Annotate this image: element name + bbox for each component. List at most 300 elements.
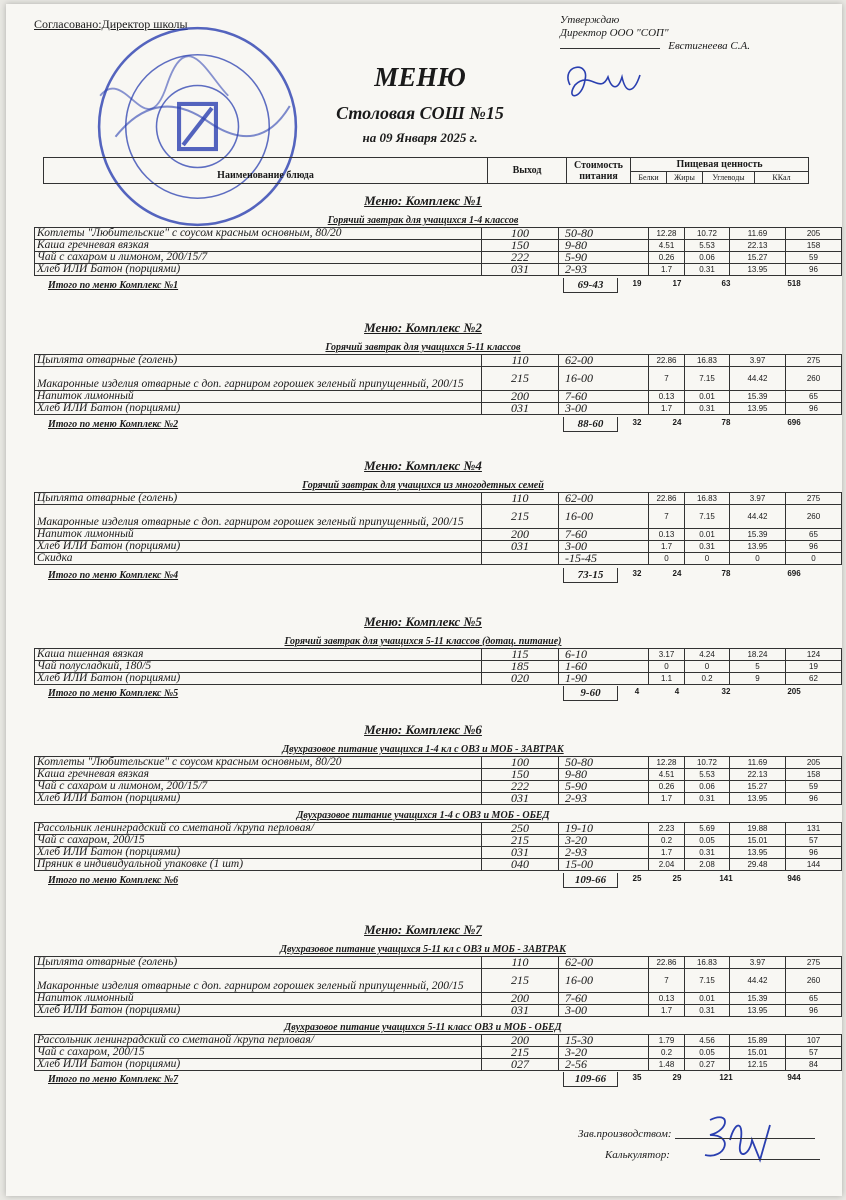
dish-carbs: 13.95 [730, 264, 786, 276]
dish-kcal: 158 [786, 769, 842, 781]
dish-output: 040 [482, 859, 559, 871]
dish-row [35, 252, 842, 264]
dish-protein: 1.1 [649, 673, 685, 685]
menu-title: Меню: Комплекс №7 [364, 922, 482, 937]
dish-kcal: 96 [786, 847, 842, 859]
dish-output: 031 [482, 793, 559, 805]
dish-protein: 1.7 [649, 793, 685, 805]
dish-carbs: 19.88 [730, 823, 786, 835]
dish-carbs: 15.01 [730, 1047, 786, 1059]
dish-protein: 4.51 [649, 769, 685, 781]
dish-output: 200 [482, 1035, 559, 1047]
dish-kcal: 96 [786, 793, 842, 805]
dish-carbs: 11.69 [730, 228, 786, 240]
dish-protein: 1.7 [649, 264, 685, 276]
dish-row [35, 403, 842, 415]
dish-output: 031 [482, 403, 559, 415]
dish-carbs: 15.27 [730, 252, 786, 264]
dish-output: 150 [482, 769, 559, 781]
dish-name: Хлеб ИЛИ Батон (порциями) [35, 264, 482, 276]
dish-kcal: 65 [786, 529, 842, 541]
dish-output: 020 [482, 673, 559, 685]
dish-table [34, 354, 842, 415]
total-k: 944 [787, 1073, 801, 1082]
menu-total-price: 73-15 [563, 568, 618, 583]
dish-name: Пряник в индивидуальной упаковке (1 шт) [35, 859, 482, 871]
dish-table [34, 492, 842, 565]
dish-price: 2-93 [559, 847, 649, 859]
dish-name: Чай с сахаром и лимоном, 200/15/7 [35, 252, 482, 264]
menu-total-label: Итого по меню Комплекс №2 [48, 419, 179, 430]
dish-kcal: 96 [786, 1005, 842, 1017]
dish-carbs: 18.24 [730, 649, 786, 661]
total-f: 17 [672, 279, 682, 288]
total-p: 4 [634, 687, 640, 696]
header-carbs: Углеводы [703, 172, 755, 184]
dish-output: 200 [482, 993, 559, 1005]
dish-protein: 12.28 [649, 228, 685, 240]
dish-row [35, 835, 842, 847]
dish-price: 9-80 [559, 240, 649, 252]
dish-kcal: 84 [786, 1059, 842, 1071]
dish-price: 1-90 [559, 673, 649, 685]
dish-output: 031 [482, 1005, 559, 1017]
total-c: 63 [721, 279, 731, 288]
dish-price: 62-00 [559, 493, 649, 505]
dish-row [35, 993, 842, 1005]
dish-output: 215 [482, 505, 559, 529]
menu-title: Меню: Комплекс №4 [364, 458, 482, 473]
dish-fat: 0.31 [685, 541, 730, 553]
section-subtitle: Двухразовое питание учащихся 1-4 с ОВЗ и МОБ - ОБЕД [296, 810, 550, 821]
dish-price: 2-93 [559, 264, 649, 276]
dish-carbs: 13.95 [730, 403, 786, 415]
dish-protein: 1.7 [649, 403, 685, 415]
total-c: 141 [719, 874, 733, 883]
dish-price: 3-20 [559, 835, 649, 847]
dish-carbs: 15.01 [730, 835, 786, 847]
dish-name: Чай с сахаром, 200/15 [35, 835, 482, 847]
dish-row [35, 757, 842, 769]
dish-price: -15-45 [559, 553, 649, 565]
dish-fat: 5.53 [685, 769, 730, 781]
dish-carbs: 15.39 [730, 529, 786, 541]
dish-row [35, 1035, 842, 1047]
dish-output: 222 [482, 252, 559, 264]
dish-price: 19-10 [559, 823, 649, 835]
dish-kcal: 96 [786, 403, 842, 415]
header-nutrition: Пищевая ценность [631, 158, 809, 172]
dish-row [35, 391, 842, 403]
dish-name: Хлеб ИЛИ Батон (порциями) [35, 793, 482, 805]
approval-block [560, 14, 750, 53]
dish-protein: 0.26 [649, 252, 685, 264]
dish-price: 3-00 [559, 1005, 649, 1017]
dish-fat: 0.01 [685, 529, 730, 541]
dish-kcal: 65 [786, 993, 842, 1005]
dish-fat: 5.69 [685, 823, 730, 835]
dish-price: 3-20 [559, 1047, 649, 1059]
dish-kcal: 124 [786, 649, 842, 661]
dish-price: 9-80 [559, 769, 649, 781]
dish-output: 110 [482, 493, 559, 505]
total-k: 518 [787, 279, 801, 288]
total-k: 696 [787, 418, 801, 427]
dish-kcal: 260 [786, 505, 842, 529]
dish-name: Напиток лимонный [35, 529, 482, 541]
dish-row [35, 505, 842, 529]
dish-fat: 0.31 [685, 847, 730, 859]
dish-carbs: 22.13 [730, 240, 786, 252]
dish-row [35, 969, 842, 993]
menu-total-price: 88-60 [563, 417, 618, 432]
section-subtitle: Двухразовое питание учащихся 5-11 кл с ОВЗ и МОБ - ЗАВТРАК [280, 944, 566, 955]
dish-carbs: 3.97 [730, 957, 786, 969]
dish-kcal: 0 [786, 553, 842, 565]
menu-title: Меню: Комплекс №1 [364, 193, 482, 208]
dish-carbs: 15.39 [730, 993, 786, 1005]
dish-output: 115 [482, 649, 559, 661]
menu-date: на 09 Января 2025 г. [362, 130, 478, 145]
total-f: 4 [674, 687, 680, 696]
dish-fat: 0.2 [685, 673, 730, 685]
dish-output: 031 [482, 264, 559, 276]
dish-name: Цыплята отварные (голень) [35, 355, 482, 367]
total-f: 29 [672, 1073, 682, 1082]
section-subtitle: Горячий завтрак для учащихся 5-11 классов [325, 342, 521, 353]
dish-fat: 0.27 [685, 1059, 730, 1071]
menu-title: Меню: Комплекс №2 [364, 320, 482, 335]
dish-output: 215 [482, 835, 559, 847]
dish-kcal: 107 [786, 1035, 842, 1047]
dish-protein: 2.04 [649, 859, 685, 871]
dish-fat: 7.15 [685, 367, 730, 391]
dish-row [35, 264, 842, 276]
total-p: 35 [632, 1073, 642, 1082]
dish-protein: 0.13 [649, 993, 685, 1005]
dish-protein: 22.86 [649, 355, 685, 367]
dish-output: 110 [482, 355, 559, 367]
dish-kcal: 19 [786, 661, 842, 673]
dish-table [34, 1034, 842, 1071]
dish-output: 250 [482, 823, 559, 835]
total-p: 32 [632, 569, 642, 578]
producer-signature-line [675, 1138, 815, 1139]
dish-fat: 0.01 [685, 993, 730, 1005]
dish-output: 215 [482, 367, 559, 391]
dish-price: 16-00 [559, 505, 649, 529]
dish-fat: 7.15 [685, 505, 730, 529]
dish-table [34, 227, 842, 276]
dish-kcal: 205 [786, 757, 842, 769]
dish-table [34, 956, 842, 1017]
section-subtitle: Двухразовое питание учащихся 1-4 кл с ОВЗ и МОБ - ЗАВТРАК [282, 744, 564, 755]
menu-total-label: Итого по меню Комплекс №4 [48, 570, 179, 581]
dish-name: Хлеб ИЛИ Батон (порциями) [35, 1059, 482, 1071]
dish-price: 2-56 [559, 1059, 649, 1071]
dish-kcal: 59 [786, 781, 842, 793]
dish-fat: 0 [685, 661, 730, 673]
dish-row [35, 1059, 842, 1071]
dish-fat: 5.53 [685, 240, 730, 252]
dish-protein: 22.86 [649, 493, 685, 505]
dish-fat: 0.31 [685, 793, 730, 805]
header-output: Выход [488, 158, 567, 184]
section-subtitle: Горячий завтрак для учащихся 1-4 классов [327, 215, 519, 226]
menu-total-price: 109-66 [563, 873, 618, 888]
dish-kcal: 205 [786, 228, 842, 240]
dish-fat: 0.31 [685, 403, 730, 415]
total-f: 24 [672, 418, 682, 427]
dish-price: 62-00 [559, 957, 649, 969]
dish-output: 200 [482, 529, 559, 541]
dish-output: 215 [482, 1047, 559, 1059]
dish-output: 222 [482, 781, 559, 793]
dish-output: 200 [482, 391, 559, 403]
dish-protein: 3.17 [649, 649, 685, 661]
dish-fat: 10.72 [685, 228, 730, 240]
dish-row [35, 1047, 842, 1059]
dish-row [35, 529, 842, 541]
dish-table [34, 756, 842, 805]
dish-name: Каша гречневая вязкая [35, 240, 482, 252]
dish-name: Цыплята отварные (голень) [35, 957, 482, 969]
dish-price: 1-60 [559, 661, 649, 673]
menu-total-label: Итого по меню Комплекс №6 [48, 875, 179, 886]
director-signature [560, 55, 650, 110]
dish-kcal: 260 [786, 969, 842, 993]
dish-kcal: 131 [786, 823, 842, 835]
dish-fat: 2.08 [685, 859, 730, 871]
dish-carbs: 13.95 [730, 1005, 786, 1017]
dish-name: Макаронные изделия отварные с доп. гарниром горошек зеленый припущенный, 200/15 [35, 969, 482, 993]
dish-fat: 0.06 [685, 781, 730, 793]
dish-name: Котлеты "Любительские" с соусом красным основным, 80/20 [35, 228, 482, 240]
dish-price: 5-90 [559, 781, 649, 793]
dish-carbs: 15.89 [730, 1035, 786, 1047]
dish-price: 7-60 [559, 993, 649, 1005]
menu-title: Меню: Комплекс №6 [364, 722, 482, 737]
dish-name: Хлеб ИЛИ Батон (порциями) [35, 541, 482, 553]
dish-price: 16-00 [559, 367, 649, 391]
dish-output: 031 [482, 541, 559, 553]
dish-row [35, 355, 842, 367]
dish-price: 7-60 [559, 529, 649, 541]
dish-carbs: 5 [730, 661, 786, 673]
dish-output: 027 [482, 1059, 559, 1071]
header-name: Наименование блюда [44, 158, 488, 184]
dish-carbs: 13.95 [730, 541, 786, 553]
dish-fat: 0.01 [685, 391, 730, 403]
dish-carbs: 13.95 [730, 847, 786, 859]
section-subtitle: Горячий завтрак для учащихся из многодетных семей [302, 480, 544, 491]
dish-kcal: 96 [786, 264, 842, 276]
dish-name: Хлеб ИЛИ Батон (порциями) [35, 403, 482, 415]
dish-name: Цыплята отварные (голень) [35, 493, 482, 505]
dish-fat: 16.83 [685, 355, 730, 367]
total-c: 78 [721, 569, 731, 578]
dish-carbs: 44.42 [730, 969, 786, 993]
total-p: 25 [632, 874, 642, 883]
dish-price: 16-00 [559, 969, 649, 993]
total-f: 24 [672, 569, 682, 578]
dish-carbs: 13.95 [730, 793, 786, 805]
total-p: 19 [632, 279, 642, 288]
total-c: 78 [721, 418, 731, 427]
total-f: 25 [672, 874, 682, 883]
producer-label: Зав.производством: [578, 1128, 672, 1140]
dish-carbs: 44.42 [730, 505, 786, 529]
header-fat: Жиры [667, 172, 703, 184]
total-k: 946 [787, 874, 801, 883]
dish-protein: 1.79 [649, 1035, 685, 1047]
dish-kcal: 158 [786, 240, 842, 252]
dish-name: Скидка [35, 553, 482, 565]
dish-protein: 0.13 [649, 391, 685, 403]
dish-output: 150 [482, 240, 559, 252]
dish-carbs: 44.42 [730, 367, 786, 391]
dish-carbs: 0 [730, 553, 786, 565]
dish-protein: 1.7 [649, 847, 685, 859]
canteen-name: Столовая СОШ №15 [336, 103, 504, 123]
dish-price: 50-80 [559, 228, 649, 240]
dish-output: 100 [482, 228, 559, 240]
menu-total-label: Итого по меню Комплекс №5 [48, 688, 179, 699]
approver-name: Евстигнеева С.А. [668, 40, 750, 52]
dish-row [35, 1005, 842, 1017]
dish-name: Чай полусладкий, 180/5 [35, 661, 482, 673]
dish-name: Хлеб ИЛИ Батон (порциями) [35, 673, 482, 685]
dish-kcal: 275 [786, 355, 842, 367]
dish-kcal: 57 [786, 1047, 842, 1059]
dish-table [34, 822, 842, 871]
dish-kcal: 62 [786, 673, 842, 685]
dish-row [35, 769, 842, 781]
dish-name: Рассольник ленинградский со сметаной /крупа перловая/ [35, 1035, 482, 1047]
menu-total-price: 69-43 [563, 278, 618, 293]
dish-row [35, 957, 842, 969]
menu-total-label: Итого по меню Комплекс №7 [48, 1074, 179, 1085]
dish-kcal: 96 [786, 541, 842, 553]
dish-name: Рассольник ленинградский со сметаной /крупа перловая/ [35, 823, 482, 835]
total-p: 32 [632, 418, 642, 427]
dish-row [35, 847, 842, 859]
dish-carbs: 15.39 [730, 391, 786, 403]
menu-title: Меню: Комплекс №5 [364, 614, 482, 629]
dish-carbs: 9 [730, 673, 786, 685]
dish-carbs: 15.27 [730, 781, 786, 793]
dish-protein: 1.48 [649, 1059, 685, 1071]
dish-fat: 4.24 [685, 649, 730, 661]
dish-row [35, 228, 842, 240]
header-kcal: ККал [755, 172, 809, 184]
dish-fat: 7.15 [685, 969, 730, 993]
dish-carbs: 3.97 [730, 355, 786, 367]
dish-name: Каша пшенная вязкая [35, 649, 482, 661]
dish-row [35, 553, 842, 565]
dish-kcal: 59 [786, 252, 842, 264]
dish-kcal: 275 [786, 957, 842, 969]
dish-fat: 10.72 [685, 757, 730, 769]
dish-price: 62-00 [559, 355, 649, 367]
total-c: 32 [721, 687, 731, 696]
dish-row [35, 493, 842, 505]
dish-price: 2-93 [559, 793, 649, 805]
dish-protein: 0.2 [649, 835, 685, 847]
dish-name: Котлеты "Любительские" с соусом красным основным, 80/20 [35, 757, 482, 769]
dish-fat: 16.83 [685, 493, 730, 505]
dish-output: 185 [482, 661, 559, 673]
dish-fat: 0.05 [685, 1047, 730, 1059]
dish-name: Напиток лимонный [35, 391, 482, 403]
dish-price: 6-10 [559, 649, 649, 661]
dish-protein: 1.7 [649, 541, 685, 553]
dish-fat: 0.06 [685, 252, 730, 264]
dish-kcal: 144 [786, 859, 842, 871]
dish-fat: 4.56 [685, 1035, 730, 1047]
dish-fat: 16.83 [685, 957, 730, 969]
dish-name: Напиток лимонный [35, 993, 482, 1005]
dish-carbs: 12.15 [730, 1059, 786, 1071]
dish-row [35, 649, 842, 661]
dish-price: 3-00 [559, 403, 649, 415]
dish-row [35, 781, 842, 793]
dish-protein: 7 [649, 969, 685, 993]
dish-price: 15-00 [559, 859, 649, 871]
dish-protein: 12.28 [649, 757, 685, 769]
agreed-label: Согласовано:Директор школы [34, 17, 188, 31]
dish-name: Макаронные изделия отварные с доп. гарниром горошек зеленый припущенный, 200/15 [35, 367, 482, 391]
dish-name: Макаронные изделия отварные с доп. гарниром горошек зеленый припущенный, 200/15 [35, 505, 482, 529]
dish-carbs: 22.13 [730, 769, 786, 781]
dish-output: 110 [482, 957, 559, 969]
dish-price: 3-00 [559, 541, 649, 553]
approve-label: Утверждаю [560, 14, 620, 26]
section-subtitle: Двухразовое питание учащихся 5-11 класс ОВЗ и МОБ - ОБЕД [284, 1022, 562, 1033]
total-c: 121 [719, 1073, 733, 1082]
header-protein: Белки [631, 172, 667, 184]
dish-row [35, 240, 842, 252]
dish-row [35, 541, 842, 553]
dish-protein: 1.7 [649, 1005, 685, 1017]
dish-protein: 0 [649, 553, 685, 565]
dish-protein: 2.23 [649, 823, 685, 835]
dish-protein: 0.13 [649, 529, 685, 541]
menu-total-price: 9-60 [563, 686, 618, 701]
section-subtitle: Горячий завтрак для учащихся 5-11 классов (дотац. питание) [284, 636, 562, 647]
dish-fat: 0.05 [685, 835, 730, 847]
dish-fat: 0 [685, 553, 730, 565]
dish-name: Чай с сахаром, 200/15 [35, 1047, 482, 1059]
dish-name: Хлеб ИЛИ Батон (порциями) [35, 847, 482, 859]
header-cost: Стоимость питания [567, 158, 631, 184]
dish-output: 215 [482, 969, 559, 993]
dish-row [35, 793, 842, 805]
dish-name: Каша гречневая вязкая [35, 769, 482, 781]
dish-name: Хлеб ИЛИ Батон (порциями) [35, 1005, 482, 1017]
page-title: МЕНЮ [374, 62, 466, 92]
dish-output: 100 [482, 757, 559, 769]
calculator-label: Калькулятор: [605, 1149, 670, 1161]
dish-protein: 0 [649, 661, 685, 673]
dish-protein: 0.2 [649, 1047, 685, 1059]
column-header [43, 157, 809, 184]
dish-kcal: 57 [786, 835, 842, 847]
dish-protein: 7 [649, 367, 685, 391]
dish-protein: 7 [649, 505, 685, 529]
dish-name: Чай с сахаром и лимоном, 200/15/7 [35, 781, 482, 793]
dish-row [35, 823, 842, 835]
